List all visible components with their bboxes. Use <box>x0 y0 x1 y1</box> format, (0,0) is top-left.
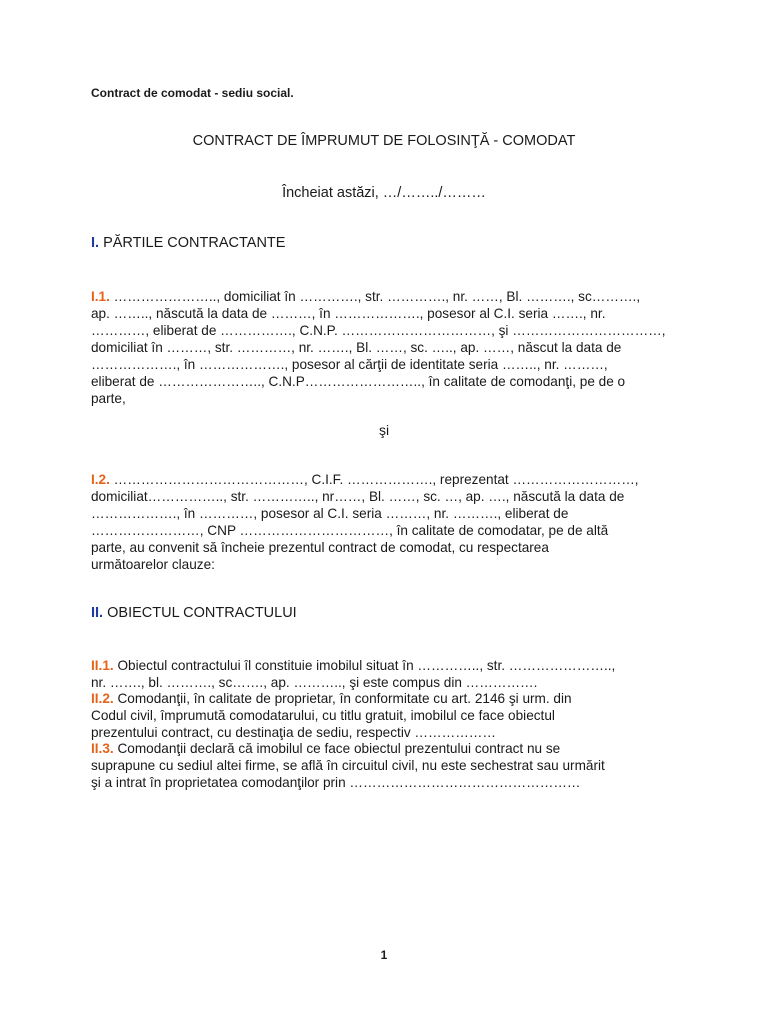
section-number: II. <box>91 605 104 621</box>
clause-line: …………, eliberat de ……………., C.N.P. ……………………………, şi ……………………………, <box>91 323 666 338</box>
clause-line: Obiectul contractului îl constituie imobilul situat în ………….., str. ………………….., <box>113 658 616 673</box>
clause-line: ………………., în …………, posesor al C.I. seria ………, nr. ………., eliberat de <box>91 506 569 521</box>
date-line: Încheiat astăzi, …/……../……… <box>282 185 486 201</box>
clause-line: domiciliat în ………, str. …………, nr. ……., Bl. ……, sc. ….., ap. ……, născut la data de <box>91 340 622 355</box>
clause-line: prezentului contract, cu destinaţia de sediu, respectiv ……………… <box>91 725 496 740</box>
clause-number: II.1. <box>91 658 114 673</box>
clause-line: ap. …….., născută la data de ………, în ………………., posesor al C.I. seria ……., nr. <box>91 306 606 321</box>
section-number: I. <box>91 235 100 251</box>
clause-line: Codul civil, împrumută comodatarului, cu titlu gratuit, imobilul ce face obiectul <box>91 708 555 723</box>
clause-line: ……………………, CNP ……………………………, în calitate de comodatar, pe de altă <box>91 523 609 538</box>
clause-line: ……………………………………, C.I.F. ………………., reprezentat ………………………, <box>109 472 639 487</box>
contract-title <box>0 133 768 149</box>
clause-1-2 <box>91 471 679 573</box>
page-number: 1 <box>380 948 388 962</box>
clause-line: suprapune cu sediul altei firme, se află în circuitul civil, nu este sechestrat sau urmărit <box>91 758 605 773</box>
section-heading-parties <box>91 235 285 251</box>
clause-number: II.2. <box>91 691 114 706</box>
clause-line: eliberat de ………………….., C.N.P…………………….., în calitate de comodanţi, pe de o <box>91 374 626 389</box>
clause-number: I.1. <box>91 289 110 304</box>
clause-line: Comodanţii, în calitate de proprietar, în conformitate cu art. 2146 şi urm. din <box>113 691 572 706</box>
clause-line: Comodanţii declară că imobilul ce face obiectul prezentului contract nu se <box>113 741 561 756</box>
document-header: Contract de comodat - sediu social. <box>91 86 294 100</box>
clause-2-1 <box>91 657 679 691</box>
clause-line: ………………., în ………………., posesor al cărţii de identitate seria …….., nr. ………, <box>91 357 608 372</box>
clause-number: II.3. <box>91 741 114 756</box>
clause-2-3 <box>91 740 679 791</box>
section-title: PĂRTILE CONTRACTANTE <box>103 235 286 251</box>
contract-title-emph: COMODAT <box>502 133 576 149</box>
section-heading-object <box>91 605 297 621</box>
contract-title-main: CONTRACT DE ÎMPRUMUT DE FOLOSINŢĂ - <box>192 133 503 149</box>
clause-line: şi a intrat în proprietatea comodanţilor prin …………………………………………… <box>91 775 581 790</box>
clause-2-2 <box>91 690 679 741</box>
clause-line: parte, au convenit să încheie prezentul contract de comodat, cu respectarea <box>91 540 549 555</box>
clause-line: domiciliat…………….., str. ………….., nr……, Bl. ……, sc. …, ap. …., născută la data de <box>91 489 625 504</box>
clause-number: I.2. <box>91 472 110 487</box>
clause-1-1 <box>91 288 679 407</box>
section-title: OBIECTUL CONTRACTULUI <box>107 605 297 621</box>
clause-line: ………………….., domiciliat în …………., str. …………., nr. ……, Bl. ………., sc………., <box>109 289 641 304</box>
clause-line: parte, <box>91 391 126 406</box>
conjunction: şi <box>378 422 390 438</box>
clause-line: următoarelor clauze: <box>91 557 215 572</box>
clause-line: nr. ……., bl. ………., sc……., ap. ……….., şi este compus din ……………. <box>91 675 538 690</box>
